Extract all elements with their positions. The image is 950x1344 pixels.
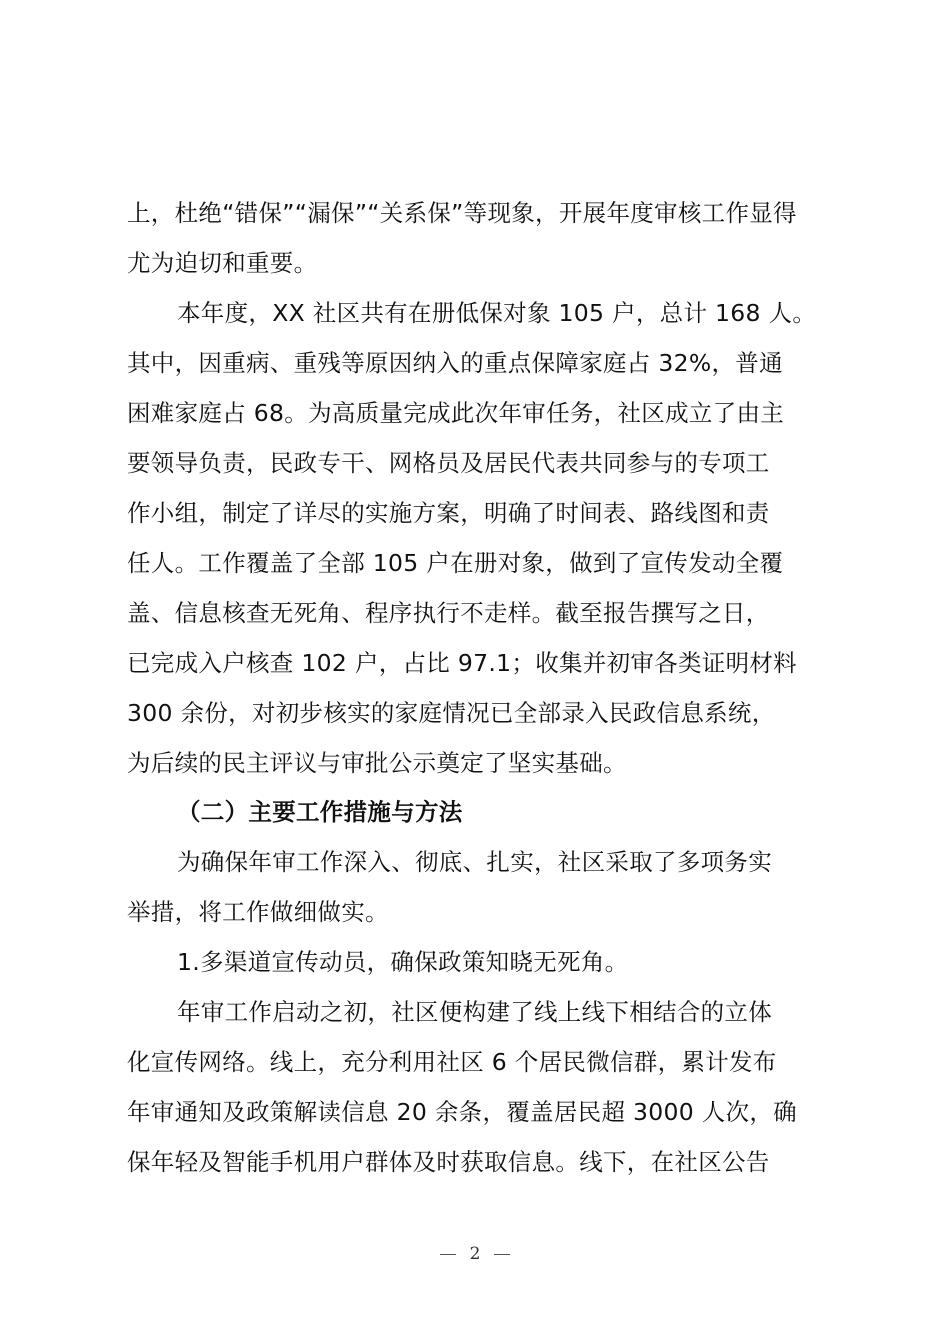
page-number: 2 [469,1244,481,1264]
body-line: 已完成入户核查 102 户，占比 97.1；收集并初审各类证明材料 [127,649,797,677]
body-line: 年审通知及政策解读信息 20 余条，覆盖居民超 3000 人次，确 [127,1098,797,1126]
body-line: 盖、信息核查无死角、程序执行不走样。截至报告撰写之日， [127,599,770,627]
body-line: 尤为迫切和重要。 [127,249,318,277]
body-line: 化宣传网络。线上，充分利用社区 6 个居民微信群，累计发布 [127,1048,777,1076]
section-heading: （二）主要工作措施与方法 [177,798,463,826]
body-line: 作小组，制定了详尽的实施方案，明确了时间表、路线图和责 [127,499,770,527]
dash-right [494,1254,510,1255]
body-line: 困难家庭占 68。为高质量完成此次年审任务，社区成立了由主 [127,399,785,427]
body-line: 举措，将工作做细做实。 [127,898,389,926]
body-line: 300 余份，对初步核实的家庭情况已全部录入民政信息系统， [127,699,776,727]
dash-left [440,1254,456,1255]
body-line: 其中，因重病、重残等原因纳入的重点保障家庭占 32%，普通 [127,349,783,377]
paragraph-first-line: 年审工作启动之初，社区便构建了线上线下相结合的立体 [177,998,772,1026]
body-line: 上，杜绝“错保”“漏保”“关系保”等现象，开展年度审核工作显得 [127,199,797,227]
body-line: 保年轻及智能手机用户群体及时获取信息。线下，在社区公告 [127,1148,770,1176]
paragraph-first-line: 为确保年审工作深入、彻底、扎实，社区采取了多项务实 [177,848,772,876]
page-footer [0,1244,950,1264]
subsection-title: 1.多渠道宣传动员，确保政策知晓无死角。 [177,948,629,976]
body-line: 任人。工作覆盖了全部 105 户在册对象，做到了宣传发动全覆 [127,549,784,577]
body-line: 为后续的民主评议与审批公示奠定了坚实基础。 [127,749,627,777]
paragraph-first-line: 本年度，XX 社区共有在册低保对象 105 户，总计 168 人。 [177,299,817,327]
body-line: 要领导负责，民政专干、网格员及居民代表共同参与的专项工 [127,449,770,477]
